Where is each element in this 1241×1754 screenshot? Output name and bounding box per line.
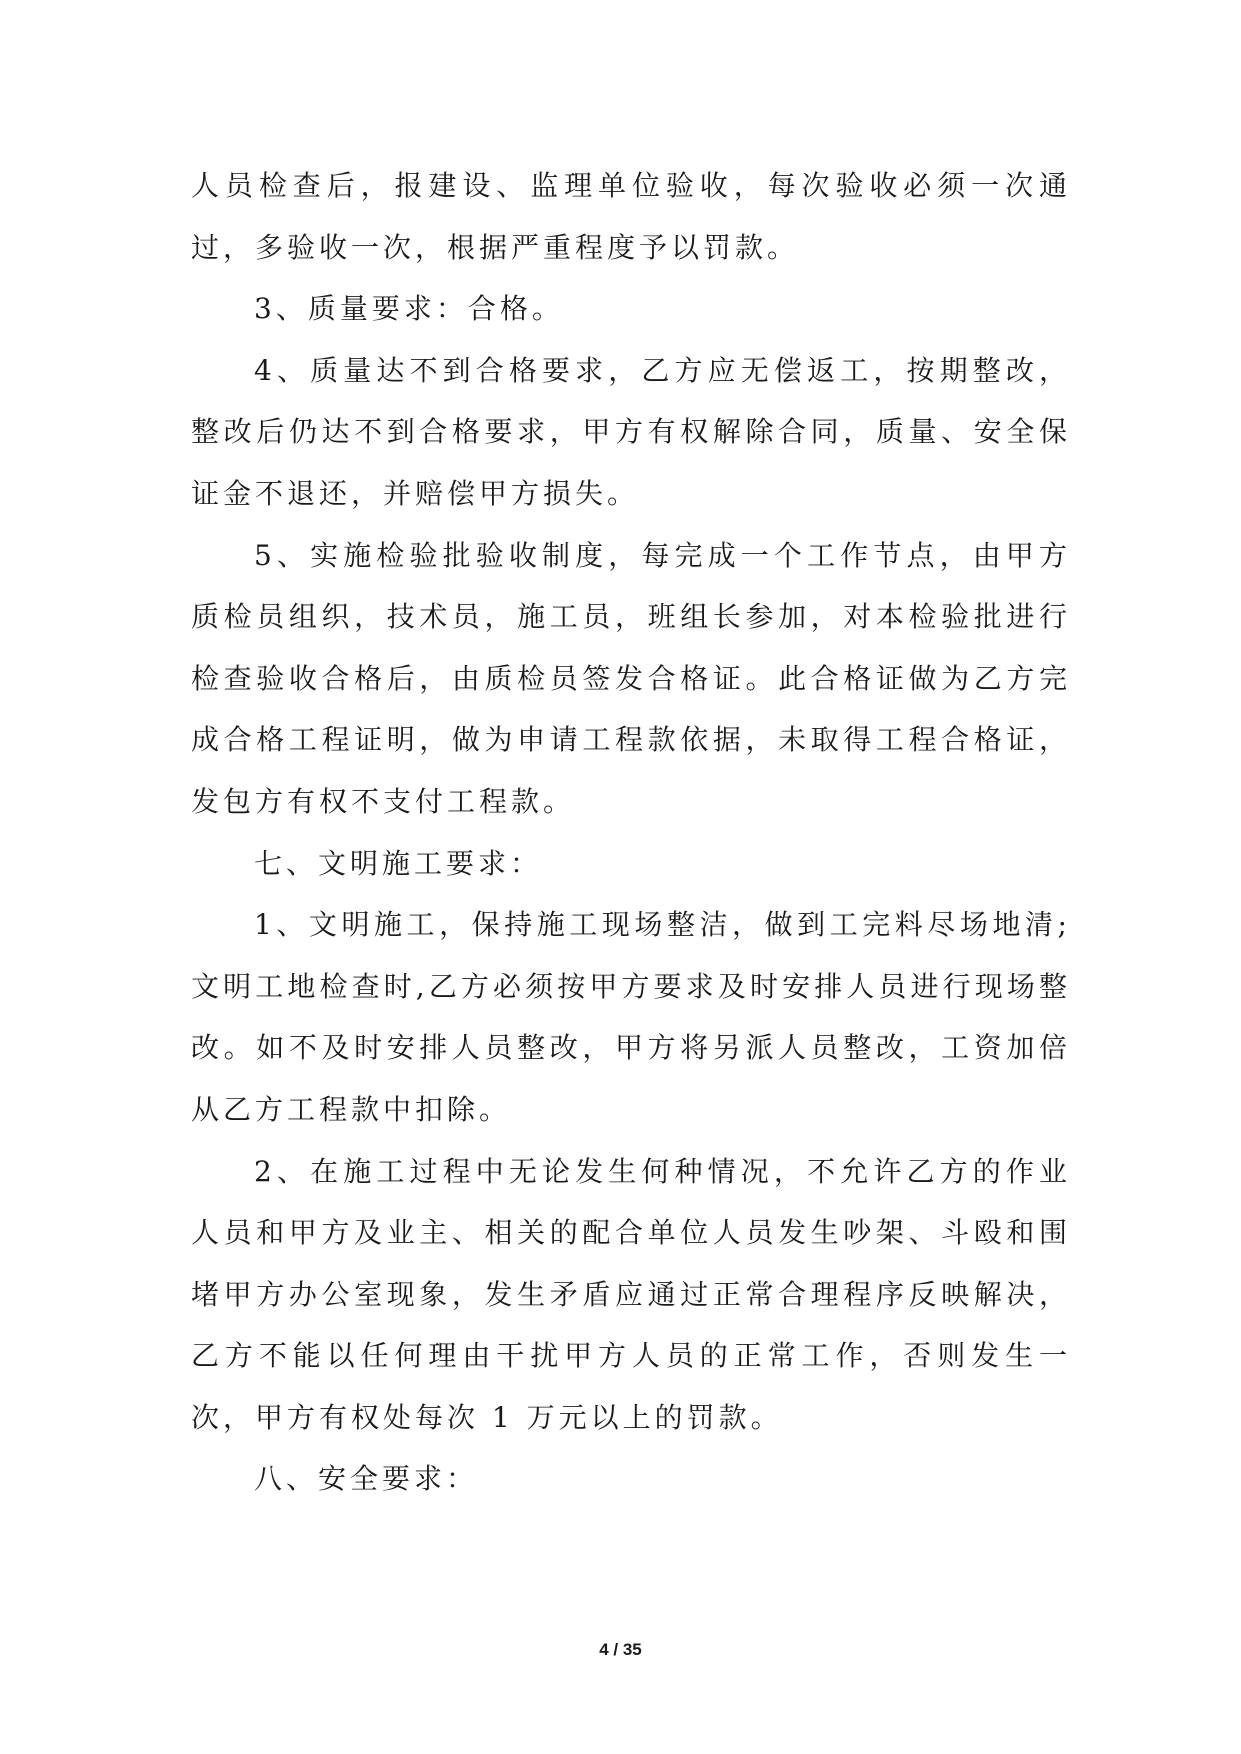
paragraph-inspection-system: 5、实施检验批验收制度，每完成一个工作节点，由甲方质检员组织，技术员，施工员，班组长参加，对本检验批进行检查验收合格后，由质检员签发合格证。此合格证做为乙方完成合格工程证明，做为申请工程款依据，未取得工程合格证，发包方有权不支付工程款。 (191, 538, 1071, 818)
section-heading-civilized-construction: 七、文明施工要求： (254, 846, 543, 880)
paragraph-rework-clause: 4、质量达不到合格要求，乙方应无偿返工，按期整改，整改后仍达不到合格要求，甲方有权解除合同，质量、安全保证金不退还，并赔偿甲方损失。 (191, 353, 1071, 510)
paragraph-quality-requirement: 3、质量要求：合格。 (254, 292, 564, 326)
document-body (191, 155, 1071, 1510)
section-heading-safety: 八、安全要求： (254, 1462, 479, 1496)
paragraph-conduct-rules: 2、在施工过程中无论发生何种情况，不允许乙方的作业人员和甲方及业主、相关的配合单位人员发生吵架、斗殴和围堵甲方办公室现象，发生矛盾应通过正常合理程序反映解决，乙方不能以任何理由干扰甲方人员的正常工作，否则发生一次，甲方有权处每次 1 万元以上的罚款。 (191, 1154, 1071, 1434)
page-number: 4 / 35 (599, 1640, 642, 1659)
paragraph-site-cleanliness: 1、文明施工，保持施工现场整洁，做到工完料尽场地清;文明工地检查时,乙方必须按甲方要求及时安排人员进行现场整改。如不及时安排人员整改，甲方将另派人员整改，工资加倍从乙方工程款中扣除。 (191, 908, 1071, 1126)
paragraph-continuation: 人员检查后，报建设、监理单位验收，每次验收必须一次通过，多验收一次，根据严重程度予以罚款。 (191, 169, 1071, 264)
